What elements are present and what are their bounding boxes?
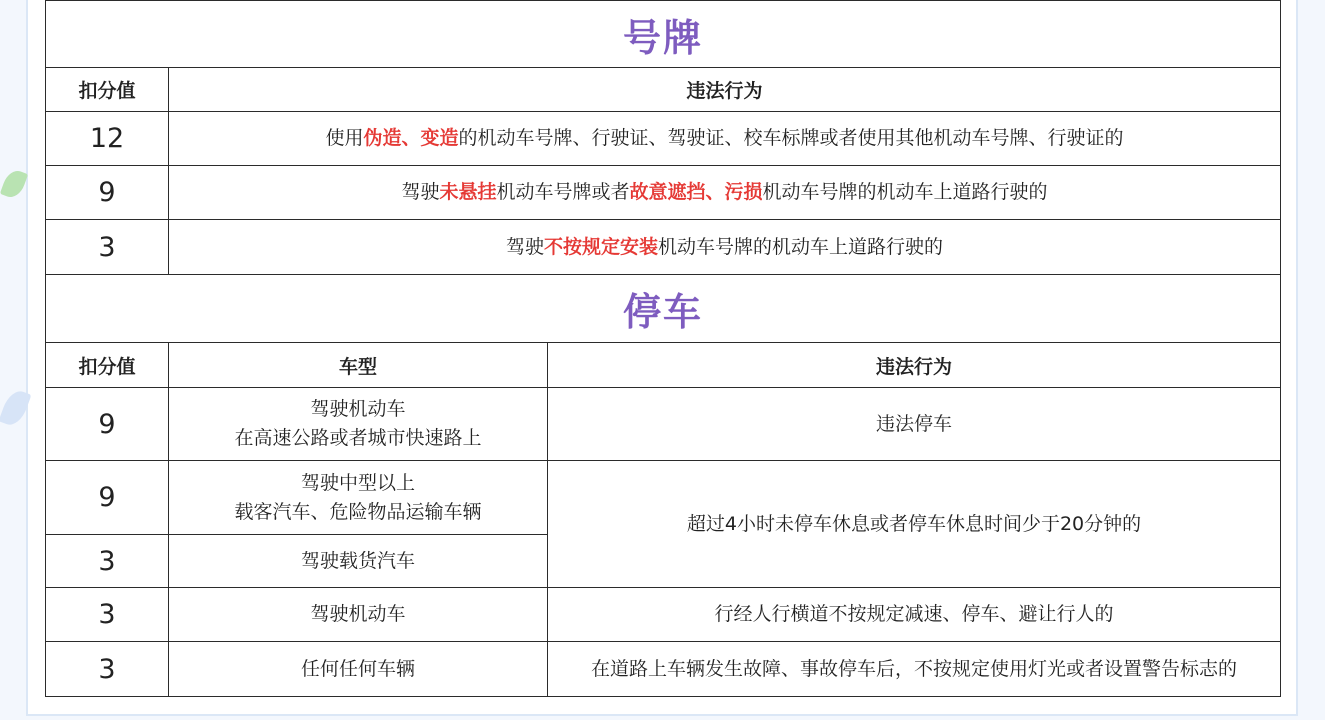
table-row	[46, 166, 1281, 220]
plain-text: 机动车号牌的机动车上道路行驶的	[762, 181, 1048, 203]
plain-text: 机动车号牌的机动车上道路行驶的	[658, 235, 944, 258]
column-header-behavior: 违法行为	[169, 68, 1281, 112]
vehicle-line: 在高速公路或者城市快速路上	[234, 427, 482, 449]
plain-text: 使用	[325, 127, 364, 149]
score-cell: 9	[46, 461, 169, 535]
vehicle-cell	[169, 388, 548, 461]
score-cell: 3	[46, 642, 169, 697]
highlight-text: 不按规定安装	[544, 235, 659, 258]
leaf-decoration-icon	[0, 167, 28, 200]
vehicle-line: 驾驶中型以上	[300, 471, 415, 494]
behavior-cell: 在道路上车辆发生故障、事故停车后，不按规定使用灯光或者设置警告标志的	[548, 642, 1281, 697]
score-cell: 3	[46, 588, 169, 642]
plain-text: 机动车号牌或者	[496, 181, 630, 203]
score-cell: 3	[46, 220, 169, 275]
table-row	[46, 642, 1281, 697]
vehicle-line: 驾驶机动车	[310, 398, 406, 420]
column-header-behavior: 违法行为	[548, 343, 1281, 388]
plain-text: 驾驶	[505, 235, 544, 258]
vehicle-line: 载客汽车、危险物品运输车辆	[234, 500, 482, 523]
plate-violation-table	[45, 0, 1281, 275]
table-row	[46, 461, 1281, 535]
behavior-cell	[169, 220, 1281, 275]
highlight-text: 故意遮挡、污损	[629, 181, 763, 203]
section-title-parking: 停车	[46, 275, 1281, 343]
vehicle-cell: 驾驶机动车	[169, 588, 548, 642]
table-row	[46, 388, 1281, 461]
vehicle-cell	[169, 461, 548, 535]
vehicle-cell: 任何任何车辆	[169, 642, 548, 697]
score-cell: 3	[46, 535, 169, 588]
table-row	[46, 220, 1281, 275]
vehicle-cell: 驾驶载货汽车	[169, 535, 548, 588]
column-header-score: 扣分值	[46, 68, 169, 112]
column-header-score: 扣分值	[46, 343, 169, 388]
table-row	[46, 112, 1281, 166]
column-header-vehicle: 车型	[169, 343, 548, 388]
section-title-plate: 号牌	[46, 1, 1281, 68]
behavior-cell	[169, 166, 1281, 220]
behavior-cell: 违法停车	[548, 388, 1281, 461]
score-cell: 12	[46, 112, 169, 166]
plain-text: 的机动车号牌、行驶证、驾驶证、校车标牌或者使用其他机动车号牌、行驶证的	[458, 127, 1124, 149]
score-cell: 9	[46, 166, 169, 220]
table-row	[46, 588, 1281, 642]
behavior-cell: 行经人行横道不按规定减速、停车、避让行人的	[548, 588, 1281, 642]
score-cell: 9	[46, 388, 169, 461]
behavior-cell	[169, 112, 1281, 166]
parking-violation-table	[45, 274, 1281, 697]
highlight-text: 未悬挂	[439, 181, 497, 203]
highlight-text: 伪造、变造	[363, 127, 459, 149]
plain-text: 驾驶	[401, 181, 440, 203]
behavior-cell: 超过4小时未停车休息或者停车休息时间少于20分钟的	[548, 461, 1281, 588]
